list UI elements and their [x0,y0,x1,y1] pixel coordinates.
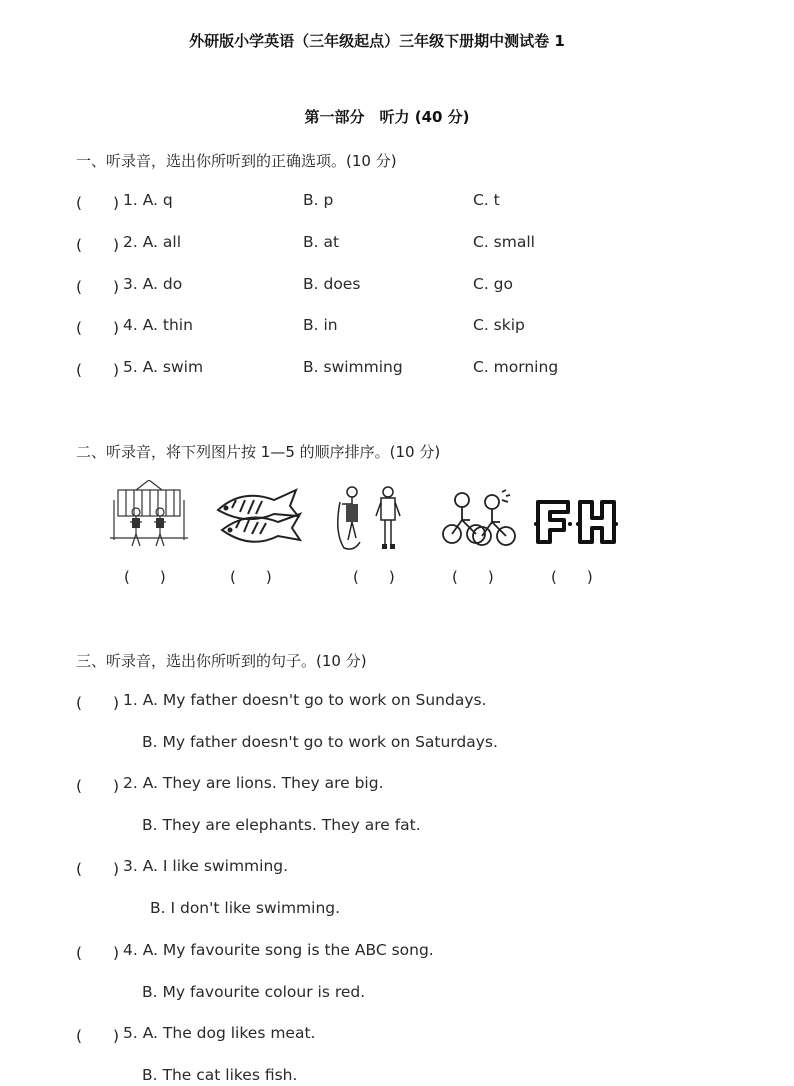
picture-answer-blank[interactable]: ( ) [353,568,395,586]
option-a: 2. A. all [123,233,182,251]
answer-blank[interactable]: ( ) [76,319,120,337]
section2-heading: 二、听录音，将下列图片按 1—5 的顺序排序。(10 分) [76,443,441,461]
sentence-a: 1. A. My father doesn't go to work on Sundays. [123,691,487,709]
option-b: B. does [303,275,361,293]
sentence-b: B. My father doesn't go to work on Saturdays. [142,733,498,751]
answer-blank[interactable]: ( ) [76,278,120,296]
option-c: C. skip [473,316,525,334]
picture-answer-blank[interactable]: ( ) [230,568,272,586]
option-a: 1. A. q [123,191,173,209]
answer-blank[interactable]: ( ) [76,777,120,795]
option-a: 3. A. do [123,275,183,293]
letters-fh-icon [532,494,620,552]
answer-blank[interactable]: ( ) [76,694,120,712]
sentence-b: B. They are elephants. They are fat. [142,816,421,834]
picture-answer-blank[interactable]: ( ) [452,568,494,586]
option-b: B. p [303,191,334,209]
section3-heading: 三、听录音，选出你所听到的句子。(10 分) [76,652,367,670]
option-c: C. t [473,191,500,209]
answer-blank[interactable]: ( ) [76,361,120,379]
children-riding-bikes-icon [440,488,516,550]
picture-answer-blank[interactable]: ( ) [124,568,166,586]
children-at-gate-icon [106,480,192,552]
option-b: B. swimming [303,358,403,376]
children-skipping-icon [330,482,410,554]
part-heading: 第一部分 听力 (40 分) [304,108,470,126]
option-c: C. go [473,275,513,293]
sentence-a: 3. A. I like swimming. [123,857,289,875]
section1-heading: 一、听录音，选出你所听到的正确选项。(10 分) [76,152,397,170]
option-a: 5. A. swim [123,358,204,376]
option-b: B. at [303,233,340,251]
sentence-a: 2. A. They are lions. They are big. [123,774,384,792]
option-c: C. small [473,233,535,251]
page-title: 外研版小学英语（三年级起点）三年级下册期中测试卷 1 [189,32,565,50]
answer-blank[interactable]: ( ) [76,944,120,962]
two-fish-icon [212,486,304,550]
option-b: B. in [303,316,338,334]
sentence-a: 4. A. My favourite song is the ABC song. [123,941,434,959]
answer-blank[interactable]: ( ) [76,860,120,878]
answer-blank[interactable]: ( ) [76,1027,120,1045]
option-a: 4. A. thin [123,316,193,334]
picture-answer-blank[interactable]: ( ) [551,568,593,586]
answer-blank[interactable]: ( ) [76,236,120,254]
answer-blank[interactable]: ( ) [76,194,120,212]
sentence-b: B. I don't like swimming. [150,899,341,917]
sentence-a: 5. A. The dog likes meat. [123,1024,316,1042]
sentence-b: B. The cat likes fish. [142,1066,298,1084]
option-c: C. morning [473,358,559,376]
sentence-b: B. My favourite colour is red. [142,983,366,1001]
